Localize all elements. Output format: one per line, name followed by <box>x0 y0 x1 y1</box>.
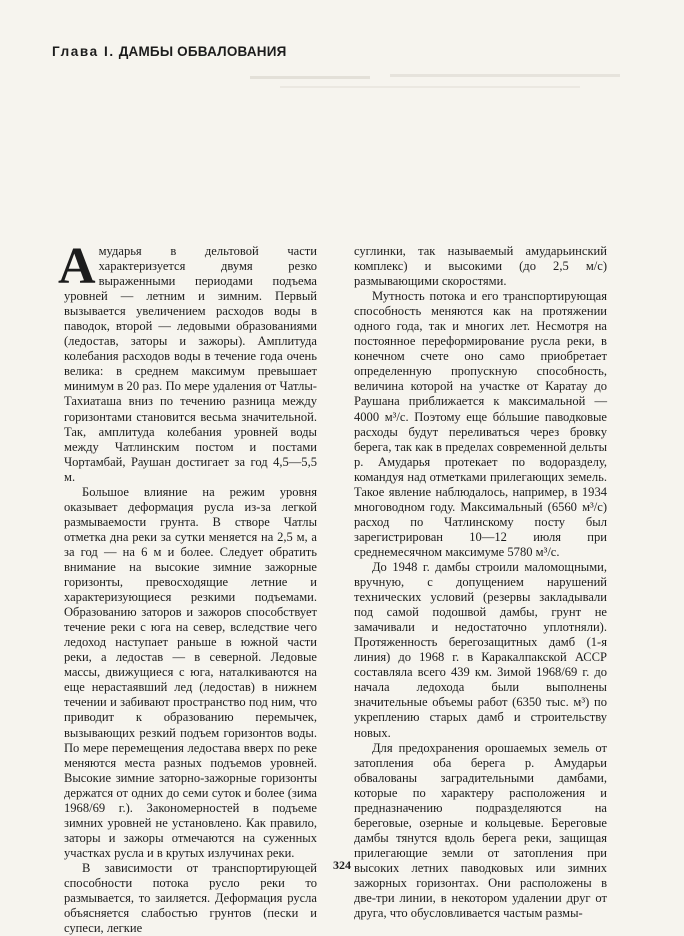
paragraph: Для предохранения орошаемых земель от затопления оба берега р. Амударьи обвалованы заградительными дамбами, которые по характеру расположения и предназначению подразделяются на береговые, озерные и кольцевые. Береговые дамбы тянутся вдоль берега реки, защищая прилегающие земли от затопления при высоких летних паводковых или зимних зажорных горизонтах. Они расположены в две-три линии, в некотором удалении друг от друга, что обусловливается частым размы- <box>354 740 607 921</box>
bleed-through-smudge <box>250 72 630 96</box>
paragraph-text: мударья в дельтовой части характеризуется двумя резко выраженными периодами подъема уровней — летним и зимним. Первый вызывается увеличением расходов воды в паводок, второй — ледовыми образованиями (ледостав, заторы и зажоры). Амплитуда колебания расходов воды в течение года очень велика: в среднем максимум превышает минимум в 20 раз. По мере удаления от Чатлы-Тахиаташа вниз по течению разница между горизонтами становится весьма значительной. Так, амплитуда колебания уровней воды между Чатлинским постом и постами Чортамбай, Раушан достигает за год 4,5—5,5 м. <box>64 244 317 484</box>
chapter-label: Глава I. <box>52 44 115 59</box>
chapter-heading <box>52 44 287 59</box>
paragraph: До 1948 г. дамбы строили маломощными, вручную, с допущением нарушений технических условий (резервы закладывали под самой подошвой дамбы, грунт не замачивали и недостаточно уплотняли). Протяженность берегозащитных дамб (1-я линия) до 1968 г. в Каракалпакской АССР составляла всего 439 км. Зимой 1968/69 г. до начала ледохода были выполнены значительные объемы работ (6350 тыс. м³) по укреплению старых дамб и строительству новых. <box>354 559 607 740</box>
paragraph: Большое влияние на режим уровня оказывает деформация русла из-за легкой размываемости грунта. В створе Чатлы отметка дна реки за сутки меняется на 2,5 м, а за год — на 6 м и более. Следует обратить внимание на высокие зимние зажорные горизонты, превосходящие летние и характеризующиеся резкими подъемами. Образованию заторов и зажоров способствует течение реки с юга на север, вследствие чего ледоход наступает раньше в южной части реки, а ледостав — в северной. Ледовые массы, движущиеся с юга, наталкиваются на еще нерастаявший лед (ледостав) в нижнем течении и забивают пространство под ним, что приводит к образованию перемычек, вызывающих резкий подъем горизонтов воды. По мере перемещения ледостава вверх по реке меняются места разных подъемов уровней. Высокие зимние заторно-зажорные горизонты держатся от одних до семи суток и более (зима 1968/69 г.). Закономерностей в подъеме зимних уровней не установлено. Как правило, заторы и зажоры отмечаются на суженных участках русла и в крутых излучинах реки. <box>64 484 317 860</box>
chapter-title: ДАМБЫ ОБВАЛОВАНИЯ <box>118 44 287 59</box>
right-text-column <box>354 244 607 921</box>
left-text-column <box>58 238 317 936</box>
paragraph: суглинки, так называемый амударьинский комплекс) и высокими (до 2,5 м/с) размывающими скоростями. <box>354 244 607 289</box>
drop-cap: А <box>58 238 96 295</box>
page-number: 324 <box>333 858 351 872</box>
paragraph <box>58 238 317 485</box>
paragraph: Мутность потока и его транспортирующая способность меняются как на протяжении одного года, так и многих лет. Несмотря на постоянное переформирование русла реки, в конечном счете оно само приобретает определенную пропускную способность, величина которой на участке от Каратау до Раушана приближается к максимальной — 4000 м³/с. Поэтому еще бóльшие паводковые расходы будут переливаться через бровку берега, так как в пределах современной дельты р. Амударья протекает по водоразделу, командуя над отметками прилегающих земель. Такое явление наблюдалось, например, в 1934 многоводном году. Максимальный (6560 м³/с) расход по Чатлинскому посту был зарегистрирован 10—12 июля при среднемесячном максимуме 5780 м³/с. <box>354 289 607 559</box>
paragraph: В зависимости от транспортирующей способности потока русло реки то размывается, то заиляется. Деформация русла объясняется слабостью грунтов (пески и супеси, легкие <box>64 860 317 936</box>
